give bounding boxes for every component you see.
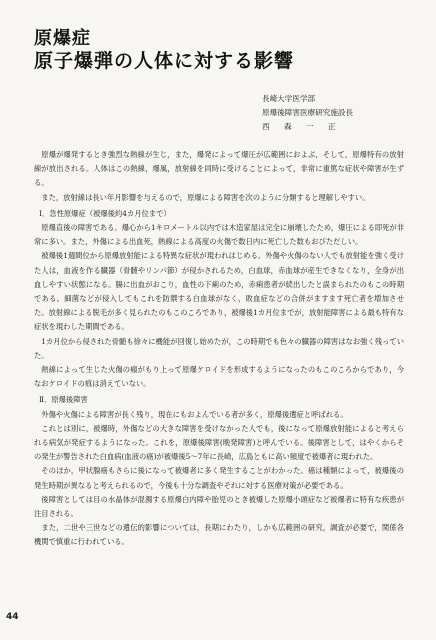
- paragraph: そのほか，甲状腺癌もさらに後になって被爆者に多く発生することがわかった。癌は種類によって，被爆後の発生時期が異なると考えられるので，今後も十分な調査やそれに対する医療対策が必要である。: [34, 466, 404, 490]
- paragraph: 原爆が爆発するとき強烈な熱線が生じ，また，爆発によって爆圧が広範囲におよぶ，そして，原爆特有の放射線が放出される。人体はこの熱線，爆風，放射線を同時に受けることによって，非常に重篤な症状や障害が生ずる。: [34, 150, 404, 188]
- title-line-1: 原爆症: [34, 28, 91, 49]
- byline-institution: 長崎大学医学部: [262, 94, 316, 103]
- page-number: 44: [6, 612, 19, 622]
- section-heading: Ⅱ．原爆後障害: [39, 395, 88, 405]
- paragraph: 熱線によって生じた火傷の瘢がもり上って原爆ケロイドを形成するようになったのもこのころからであり，今なおケロイドの痕は消えていない。: [34, 365, 404, 389]
- paragraph: 後障害としては目の水晶体が混濁する原爆白内障や胎児のとき被爆した原爆小頭症など被爆者に特有な疾患が注目される。: [34, 494, 404, 519]
- article-body: [34, 148, 404, 550]
- title-line-2: 原子爆弾の人体に対する影響: [34, 50, 295, 72]
- paragraph: また，二世や三世などの遺伝的影響については，長期にわたり，しかも広範囲の研究，調査が必要で，関係各機関で慎重に行われている。: [34, 523, 404, 547]
- byline-department: 原爆後障害医療研究施設長: [262, 108, 354, 117]
- paragraph: 1カ月位から侵された骨髄も徐々に機能が回復し始めたが，この時期でも色々の臓器の障害はなお強く残っていた。: [34, 336, 404, 360]
- section-heading: Ⅰ．急性原爆症（被爆後約4カ月位まで）: [39, 208, 171, 218]
- paragraph: 外傷や火傷による障害が長く残り，現在にもおよんでいる者が多く，原爆後遺症と呼ばれる。: [41, 409, 348, 419]
- byline-author: 西 森 一 正: [262, 122, 342, 131]
- paragraph: また，放射線は長い年月影響を与えるので，原爆による障害を次のように分類すると理解しやすい。: [41, 192, 370, 202]
- paragraph: 被爆後1週間位から原爆放射能による特異な症状が現われはじめる。外傷や火傷のない人でも放射能を強く受けた人は，血液を作る臓器（骨髄やリンパ節）が侵かされるため，白血球，赤血球が産生できなくなり，全身が出血しやすい状態になる。腸に出血がおこり，血性の下痢のため，赤痢患者が続出したと誤まられたのもこの時期である。細菌などが侵入してもこれを防禦する白血球がなく，敗血症などの合併がますます死亡者を増加させた。放射線による脱毛が多く見られたのもこのころであり，被爆後1カ月位までが，放射能障害による最も特有な症状を現わした期間である。: [34, 251, 404, 332]
- paragraph: これとは別に，被爆時，外傷などの大きな障害を受けなかった人でも，後になって原爆放射能によると考えられる病気が発症するようになった。これを，原爆後障害(晩発障害)と呼んでいる。後障害として，はやくからその発生が警告された白血病(血液の癌)が被爆後5～7年に長崎，広島ともに高い頻度で被爆者に現われた。: [34, 423, 404, 462]
- paragraph: 原爆直後の障害である。爆心から1キロメートル以内では木造家屋は完全に崩壊したため，爆圧による即死が非常に多い。また，外傷による出血死，熱線による高度の火傷で数日内に死亡した数もおびただしい。: [34, 223, 404, 247]
